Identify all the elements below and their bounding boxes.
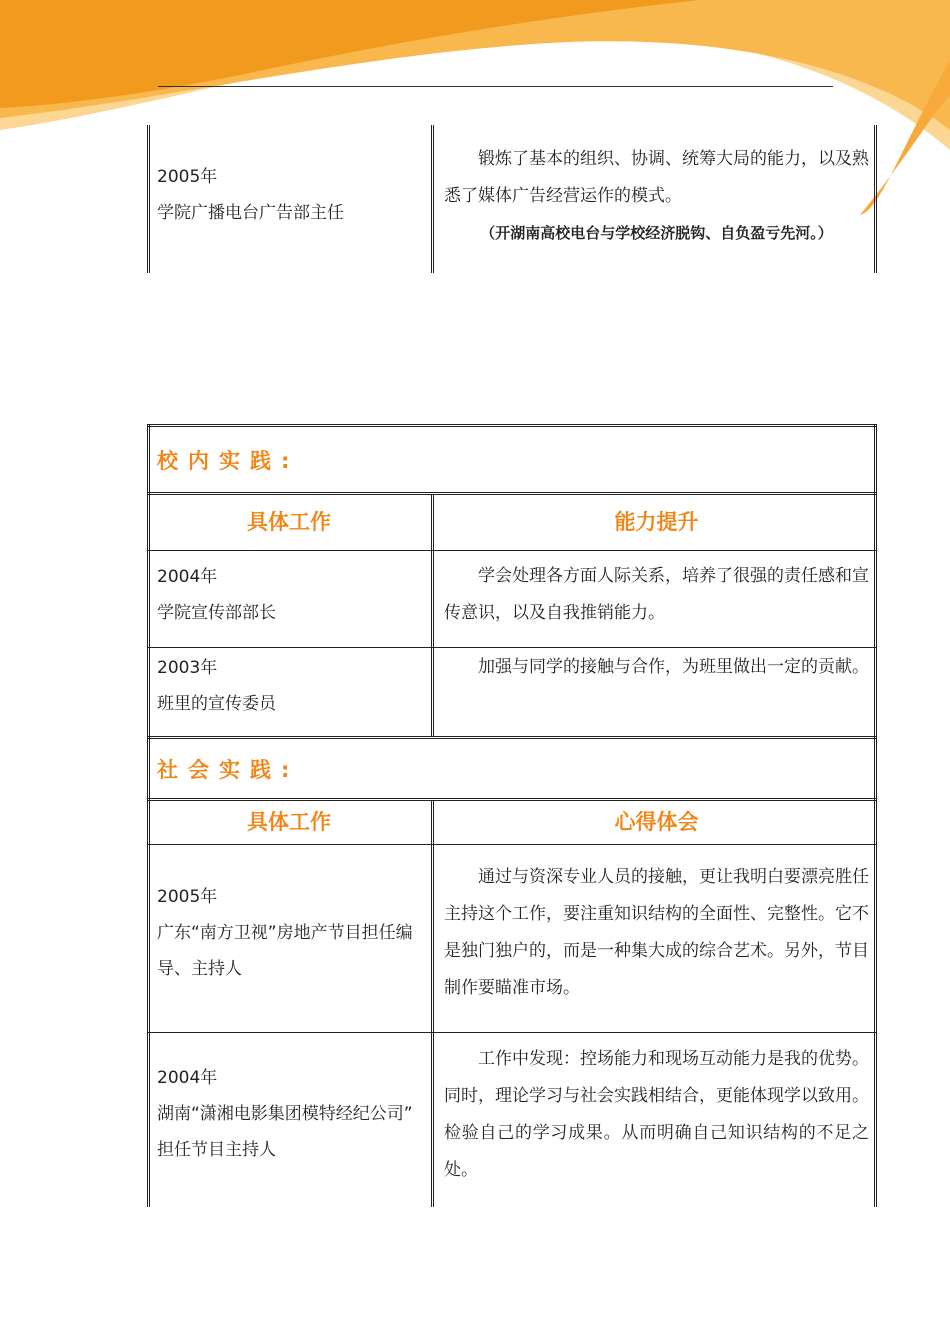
table-row: [147, 648, 877, 736]
row-detail: 锻炼了基本的组织、协调、统筹大局的能力，以及熟悉了媒体广告经营运作的模式。: [444, 149, 869, 206]
practice-table: [147, 424, 877, 1207]
section-social-title: [147, 739, 877, 799]
row-job: 学院宣传部部长: [157, 603, 276, 623]
section-campus-title: [147, 427, 877, 493]
row-detail: 通过与资深专业人员的接触，更让我明白要漂亮胜任主持这个工作，要注重知识结构的全面性、完整性。它不是独门独户的，而是一种集大成的综合艺术。另外，节目制作要瞄准市场。: [444, 867, 869, 998]
row-year: 2003年: [157, 658, 218, 678]
table-row: [147, 551, 877, 647]
row-year: 2005年: [157, 167, 218, 187]
row-year: 2004年: [157, 567, 218, 587]
experience-table-continued: [147, 125, 877, 273]
campus-col-left: 具体工作: [147, 495, 434, 550]
row-detail: 工作中发现：控场能力和现场互动能力是我的优势。同时，理论学习与社会实践相结合，更能体现学以致用。检验自己的学习成果。从而明确自己知识结构的不足之处。: [444, 1049, 869, 1180]
row-job: 广东“南方卫视”房地产节目担任编导、主持人: [157, 923, 413, 979]
row-job: 班里的宣传委员: [157, 694, 276, 714]
row-note: （开湖南高校电台与学校经济脱钩、自负盈亏先河。）: [480, 224, 833, 242]
header-rule: [158, 86, 833, 87]
social-col-left: 具体工作: [147, 801, 434, 844]
table-row: [147, 125, 877, 273]
row-job: 湖南“潇湘电影集团模特经纪公司” 担任节目主持人: [157, 1104, 413, 1160]
row-job: 学院广播电台广告部主任: [157, 203, 344, 223]
row-detail: 学会处理各方面人际关系，培养了很强的责任感和宣传意识，以及自我推销能力。: [444, 566, 869, 623]
social-title: 社会实践:: [157, 758, 300, 782]
campus-header-row: [147, 495, 877, 550]
row-year: 2005年: [157, 887, 218, 907]
table-row: [147, 1033, 877, 1207]
social-header-row: [147, 801, 877, 844]
row-year: 2004年: [157, 1068, 218, 1088]
row-detail: 加强与同学的接触与合作，为班里做出一定的贡献。: [478, 657, 869, 677]
social-col-right: 心得体会: [614, 810, 699, 834]
table-row: [147, 845, 877, 1032]
campus-col-right: 能力提升: [614, 510, 699, 534]
campus-title: 校内实践:: [157, 449, 300, 473]
